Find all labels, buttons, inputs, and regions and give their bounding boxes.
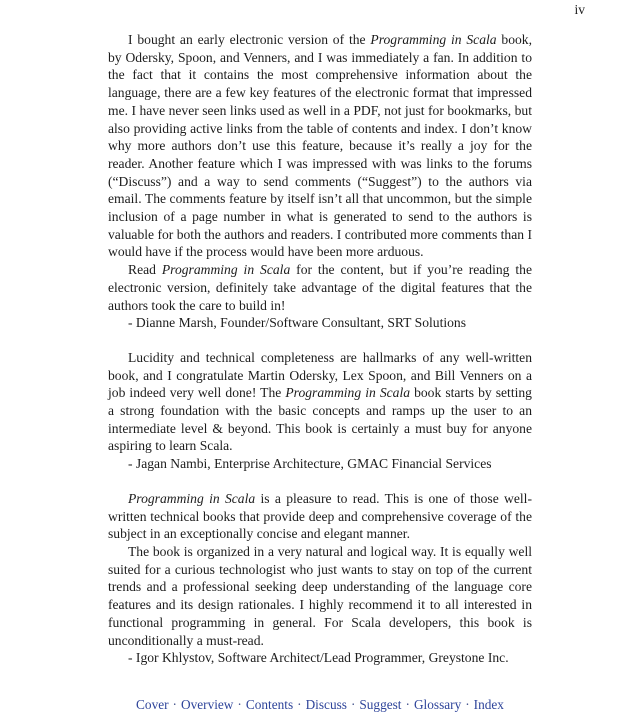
text-column	[108, 31, 532, 667]
testimonial-jagan-nambi	[108, 349, 532, 473]
testimonial-igor-khlystov	[108, 490, 532, 667]
footer-nav	[108, 696, 532, 713]
dot-separator: ·	[297, 697, 302, 712]
footer-link-overview[interactable]: Overview	[180, 697, 234, 712]
attribution: - Jagan Nambi, Enterprise Architecture, GMAC Financial Services	[128, 456, 492, 472]
attribution: - Dianne Marsh, Founder/Software Consultant, SRT Solutions	[128, 315, 467, 331]
footer-link-index[interactable]: Index	[473, 697, 504, 712]
dot-separator: ·	[350, 697, 356, 712]
paragraph: Read Programming in Scala for the content, but if you’re reading the electronic version, definitely take advantage of the digital features that the authors took the care to build in!	[108, 262, 532, 313]
footer-link-glossary[interactable]: Glossary	[413, 697, 462, 712]
page-number: iv	[574, 2, 585, 17]
paragraph: Lucidity and technical completeness are hallmarks of any well-written book, and I congratulate Martin Odersky, Lex Spoon, and Bill Venners on a job indeed very well done! The Programming in Scala book starts by setting a strong foundation with the basic concepts and ramps up the user to an intermediate level & beyond. This book is certainly a must buy for anyone aspiring to learn Scala.	[108, 349, 532, 454]
dot-separator: ·	[405, 697, 410, 712]
footer-link-discuss[interactable]: Discuss	[305, 697, 347, 712]
paragraph: Programming in Scala is a pleasure to read. This is one of those well-written technical books that provide deep and comprehensive coverage of the subject in an exceptionally concise and elegant manner.	[108, 490, 532, 542]
attribution: - Igor Khlystov, Software Architect/Lead Programmer, Greystone Inc.	[128, 650, 509, 666]
dot-separator: ·	[237, 697, 242, 712]
paragraph: The book is organized in a very natural and logical way. It is equally well suited for a curious technologist who just wants to stay on top of the current trends and a professional seeking deep understanding of the language core features and its design rationales. I highly recommend it to all interested in functional programming in general. For Scala developers, this book is unconditionally a must-read.	[108, 543, 532, 648]
footer-link-suggest[interactable]: Suggest	[359, 697, 402, 712]
dot-separator: ·	[465, 697, 470, 712]
testimonial-dianne-marsh	[108, 31, 532, 332]
footer-link-cover[interactable]: Cover	[136, 697, 169, 712]
paragraph: I bought an early electronic version of the Programming in Scala book, by Odersky, Spoon, and Venners, and I was immediately a fan. In addition to the fact that it contains the most comprehensive information about the language, there are a few key features of the electronic format that impressed me. I have never seen links used as well in a PDF, not just for bookmarks, but also providing active links from the table of contents and index. I don’t know why more authors don’t use this feature, because it’s really a joy for the reader. Another feature which I was impressed with was links to the forums (“Discuss”) and a way to send comments (“Suggest”) to the authors via email. The comments feature by itself isn’t all that uncommon, but the simple inclusion of a page number in what is generated to send to the authors is valuable for both the authors and readers. I contributed more comments than I would have if the process would have been more arduous.	[108, 32, 532, 260]
footer-link-contents[interactable]: Contents	[245, 697, 294, 712]
dot-separator: ·	[172, 697, 177, 712]
